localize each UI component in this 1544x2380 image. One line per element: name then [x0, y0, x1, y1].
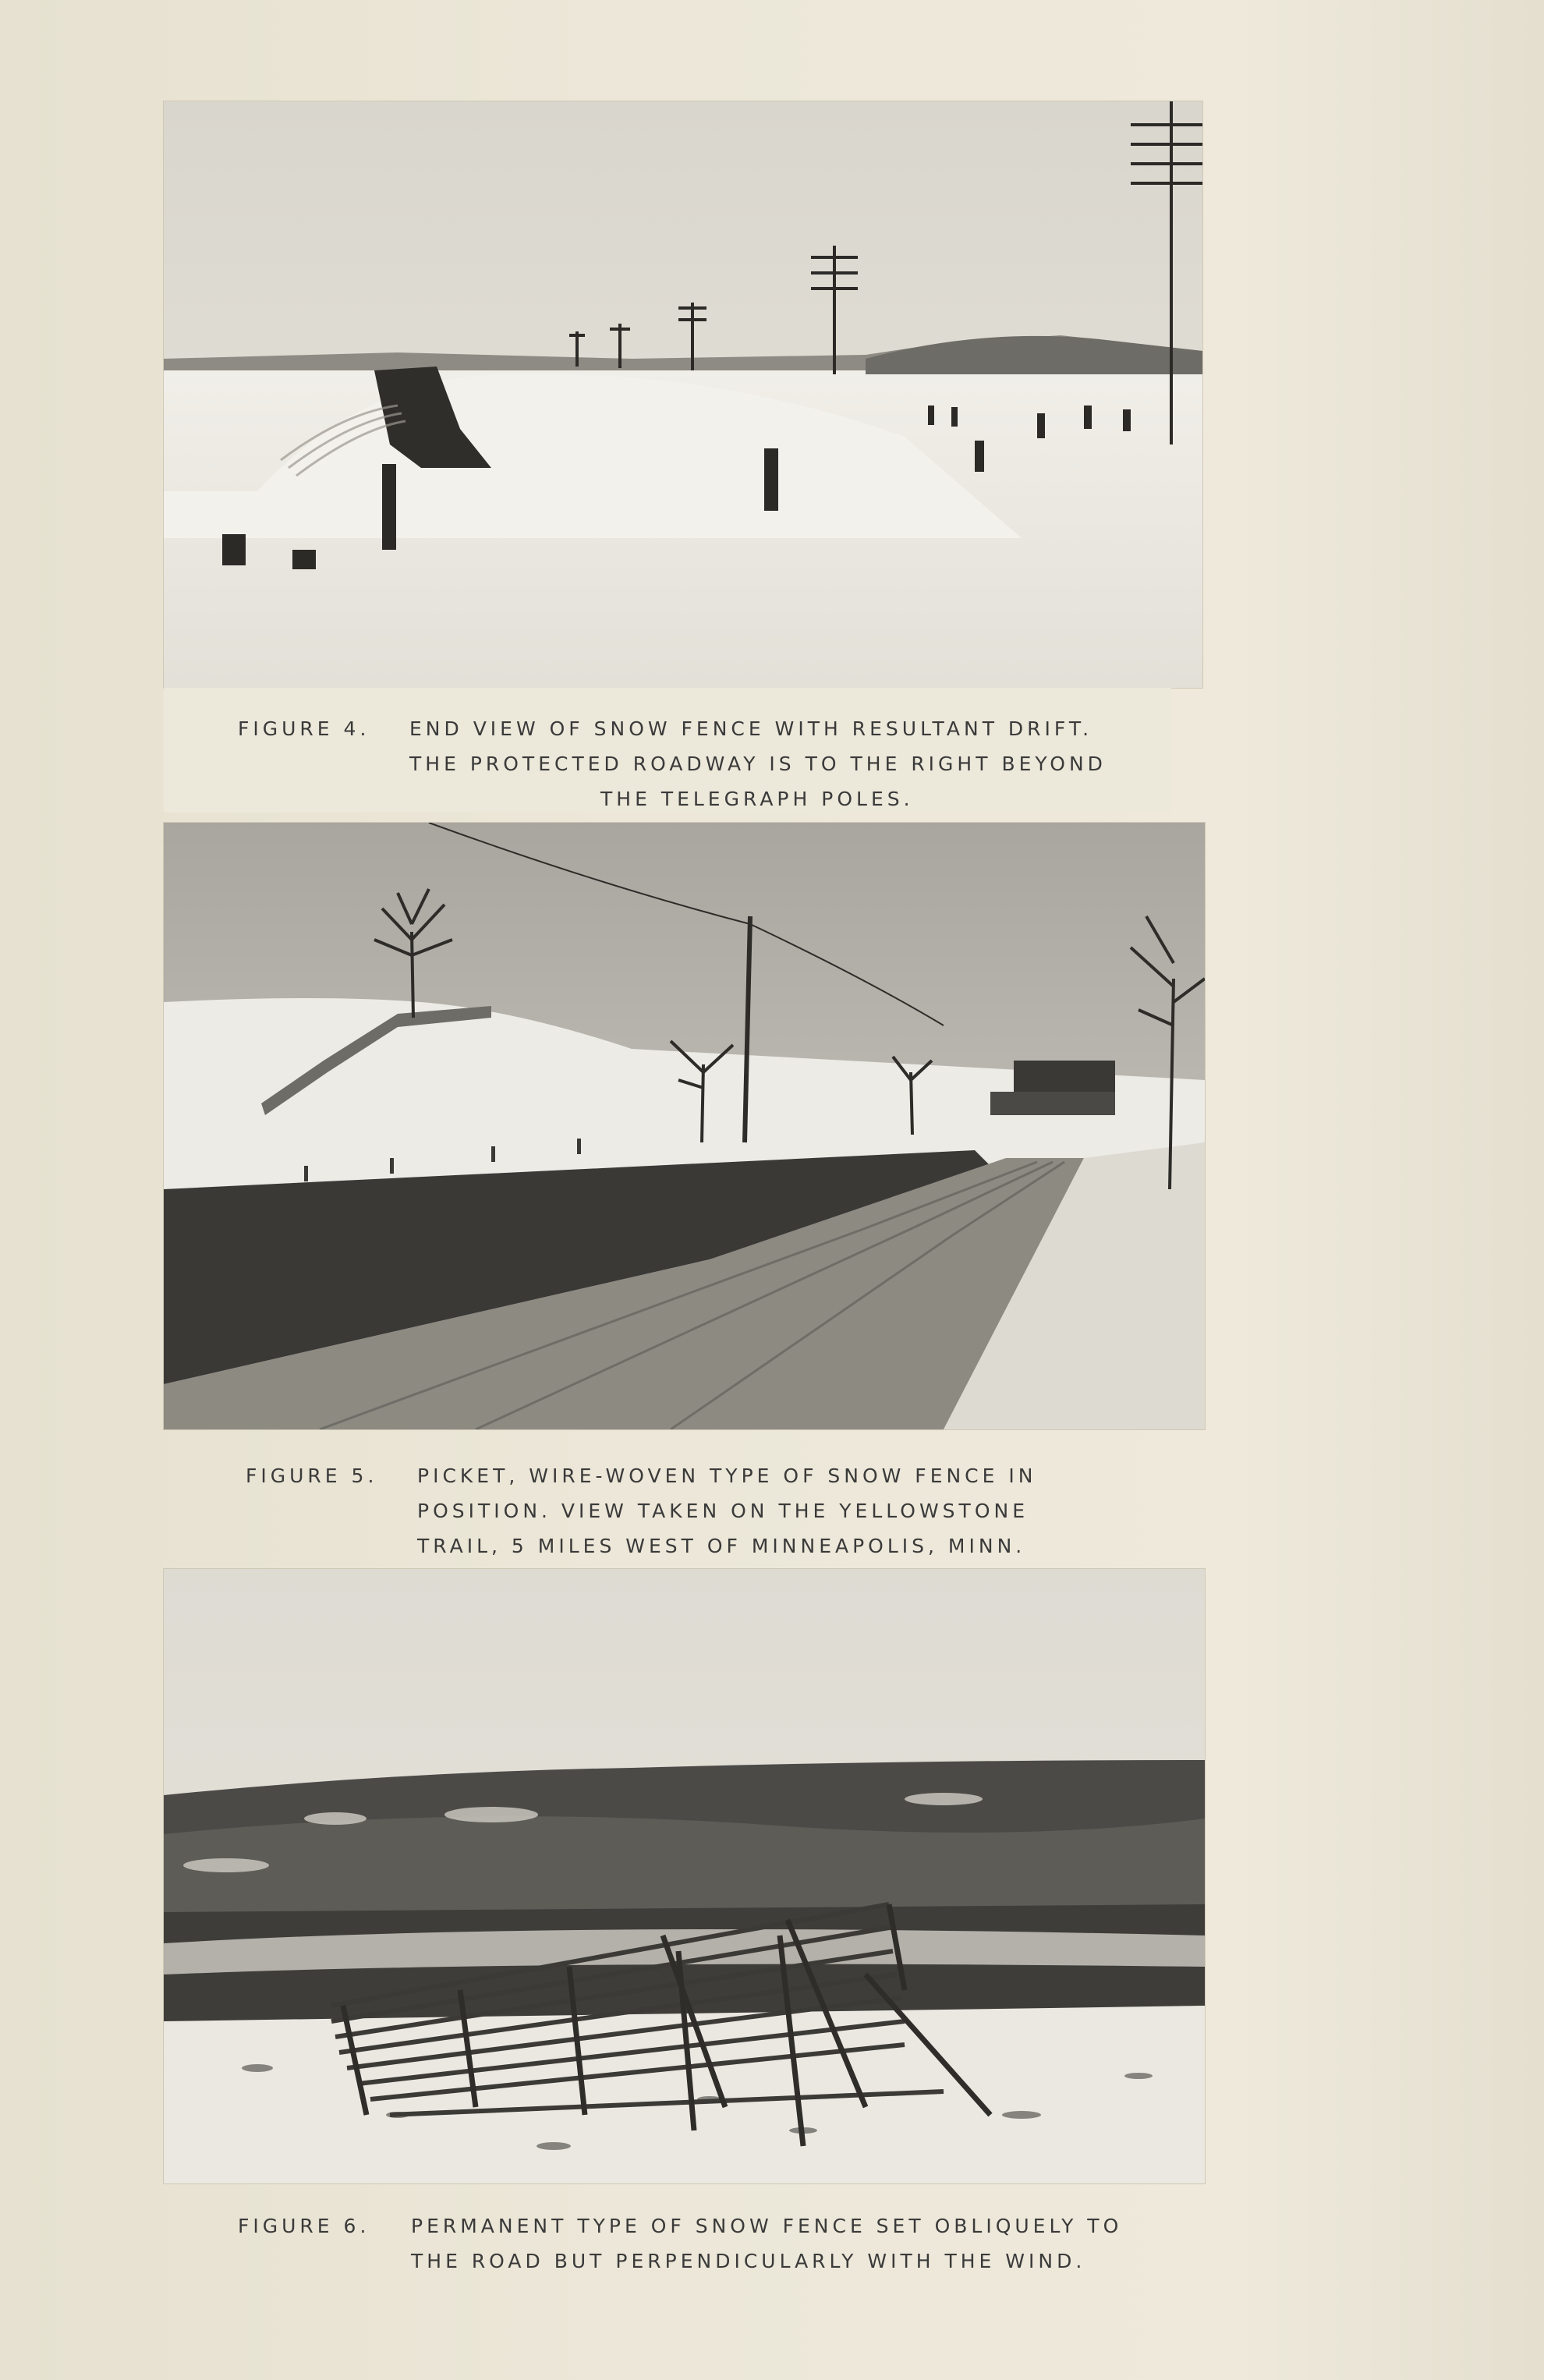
figure-label: FIGURE 5. — [246, 1464, 378, 1487]
caption-line: THE PROTECTED ROADWAY IS TO THE RIGHT BEYOND — [409, 753, 1107, 775]
caption-line: END VIEW OF SNOW FENCE WITH RESULTANT DRIFT. — [409, 717, 1093, 740]
caption-line: POSITION. VIEW TAKEN ON THE YELLOWSTONE — [417, 1500, 1029, 1522]
caption-line: THE ROAD BUT PERPENDICULARLY WITH THE WIND. — [411, 2250, 1086, 2272]
caption-figure-6 — [238, 2208, 1213, 2286]
figure-label: FIGURE 6. — [238, 2215, 370, 2237]
caption-figure-4 — [238, 711, 1174, 820]
caption-line: THE TELEGRAPH POLES. — [600, 788, 914, 810]
road-fence-photo — [164, 823, 1205, 1429]
caption-line: TRAIL, 5 MILES WEST OF MINNEAPOLIS, MINN. — [417, 1535, 1026, 1557]
caption-line: PICKET, WIRE-WOVEN TYPE OF SNOW FENCE IN — [417, 1464, 1037, 1487]
photo-figure-6 — [164, 1569, 1205, 2183]
caption-figure-5 — [246, 1458, 1181, 1567]
figure-label: FIGURE 4. — [238, 717, 370, 740]
photo-figure-4 — [164, 101, 1202, 688]
photo-figure-5 — [164, 823, 1205, 1429]
permanent-fence-photo — [164, 1569, 1205, 2183]
snow-drift-photo — [164, 101, 1202, 688]
caption-line: PERMANENT TYPE OF SNOW FENCE SET OBLIQUELY TO — [411, 2215, 1123, 2237]
